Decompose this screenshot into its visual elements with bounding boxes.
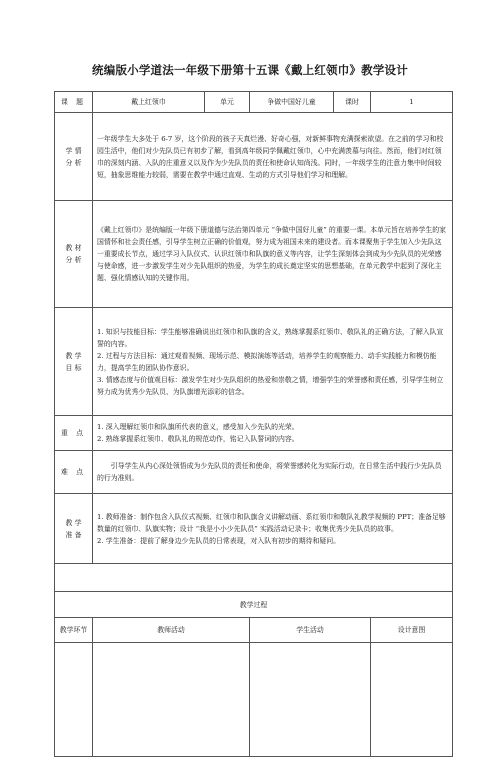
preparation-row: [55, 494, 453, 564]
preparation-item: 2. 学生准备：提前了解身边少先队员的日常表现，对入队有初步的期待和疑问。: [97, 536, 341, 545]
process-intent-cell: [371, 643, 453, 757]
process-teacher-cell: [93, 643, 250, 757]
key-point-item: 1. 深入理解红领巾和队旗所代表的意义，感受加入少先队的光荣。: [97, 423, 299, 431]
key-points-text: [93, 416, 453, 451]
difficulty-label: 难 点: [55, 451, 93, 494]
textbook-analysis-row: [55, 201, 453, 308]
difficulty-text: 引导学生从内心深处领悟成为少先队员的责任和使命，将荣誉感转化为实际行动，在日常生活中践行少先队员的行为准则。: [93, 451, 453, 494]
process-col-teacher: 教师活动: [93, 618, 250, 643]
process-col-intent: 设计意图: [371, 618, 453, 643]
goal-item: 3. 情感态度与价值观目标：激发学生对少先队组织的热爱和崇敬之情，增强学生的荣誉感和责任感，引导学生树立努力成为优秀少先队员、为队旗增光添彩的信念。: [97, 375, 444, 396]
goals-row: [55, 308, 453, 416]
goals-text: [93, 308, 453, 416]
process-title-row: [55, 592, 453, 618]
unit-value: 争做中国好儿童: [250, 92, 334, 113]
hours-value: 1: [371, 92, 453, 113]
header-row: [55, 92, 453, 113]
spacer-cell: [55, 564, 453, 592]
goal-item: 2. 过程与方法目标：通过观看视频、现场示范、模拟演练等活动，培养学生的观察能力、动手实践能力和模仿能力，提高学生的团队协作意识。: [97, 351, 437, 372]
lesson-plan-table: [54, 91, 453, 757]
document-title: 统编版小学道法一年级下册第十五课《戴上红领巾》教学设计: [92, 63, 408, 77]
difficulty-row: [55, 451, 453, 494]
key-points-row: [55, 416, 453, 451]
key-points-label: 重 点: [55, 416, 93, 451]
topic-label: 课 题: [55, 92, 93, 113]
process-body-row: [55, 643, 453, 757]
process-stage-cell: [55, 643, 93, 757]
textbook-analysis-label: 教 材 分 析: [55, 201, 93, 308]
key-point-item: 2. 熟练掌握系红领巾、敬队礼的规范动作，铭记入队誓词的内容。: [97, 435, 299, 443]
spacer-row: [55, 564, 453, 592]
process-columns-row: [55, 618, 453, 643]
process-student-cell: [250, 643, 371, 757]
process-col-stage: 教学环节: [55, 618, 93, 643]
learner-analysis-label: 学 情 分 析: [55, 113, 93, 201]
process-title: 教学过程: [55, 592, 453, 618]
topic-value: 戴上红领巾: [93, 92, 205, 113]
unit-label: 单元: [205, 92, 250, 113]
preparation-text: [93, 494, 453, 564]
process-col-student: 学生活动: [250, 618, 371, 643]
textbook-analysis-text: 《戴上红领巾》是统编版一年级下册道德与法治第四单元 “争做中国好儿童” 的重要一课。本单元旨在培养学生的家国情怀和社会责任感，引导学生树立正确的价值观，努力成为祖国未来的建设者。而本课聚焦于学生加入少先队这一重要成长节点，通过学习入队仪式、认识红领巾和队旗的意义等内容，让学生深刻体会到成为少先队员的光荣感与使命感，进一步激发学生对少先队组织的热爱，为学生的成长奠定坚实的思想基础，在单元教学中起到了深化主题、强化情感认知的关键作用。: [93, 201, 453, 308]
learner-analysis-row: [55, 113, 453, 201]
goals-label: 教 学 目 标: [55, 308, 93, 416]
preparation-item: 1. 教师准备：制作包含入队仪式视频、红领巾和队旗含义讲解动画、系红领巾和敬队礼教学视频的 PPT；准备足够数量的红领巾、队旗实物；设计 “我是小小少先队员” 实践活动记录卡；收集优秀少先队员的故事。: [97, 512, 446, 533]
hours-label: 课时: [334, 92, 371, 113]
goal-item: 1. 知识与技能目标：学生能够准确说出红领巾和队旗的含义，熟练掌握系红领巾、敬队礼的正确方法，了解入队宣誓的内容。: [97, 327, 444, 348]
preparation-label: 教 学 准 备: [55, 494, 93, 564]
learner-analysis-text: 一年级学生大多处于 6-7 岁，这个阶段的孩子天真烂漫、好奇心强，对新鲜事物充满探索欲望。在之前的学习和校园生活中，他们对少先队员已有初步了解，看到高年级同学佩戴红领巾，心中充满羡慕与向往。然而，他们对红领巾的深刻内涵、入队的庄重意义以及作为少先队员的责任和使命认知尚浅。同时，一年级学生的注意力集中时间较短，抽象思维能力较弱，需要在教学中通过直观、生动的方式引导他们学习和理解。: [93, 113, 453, 201]
